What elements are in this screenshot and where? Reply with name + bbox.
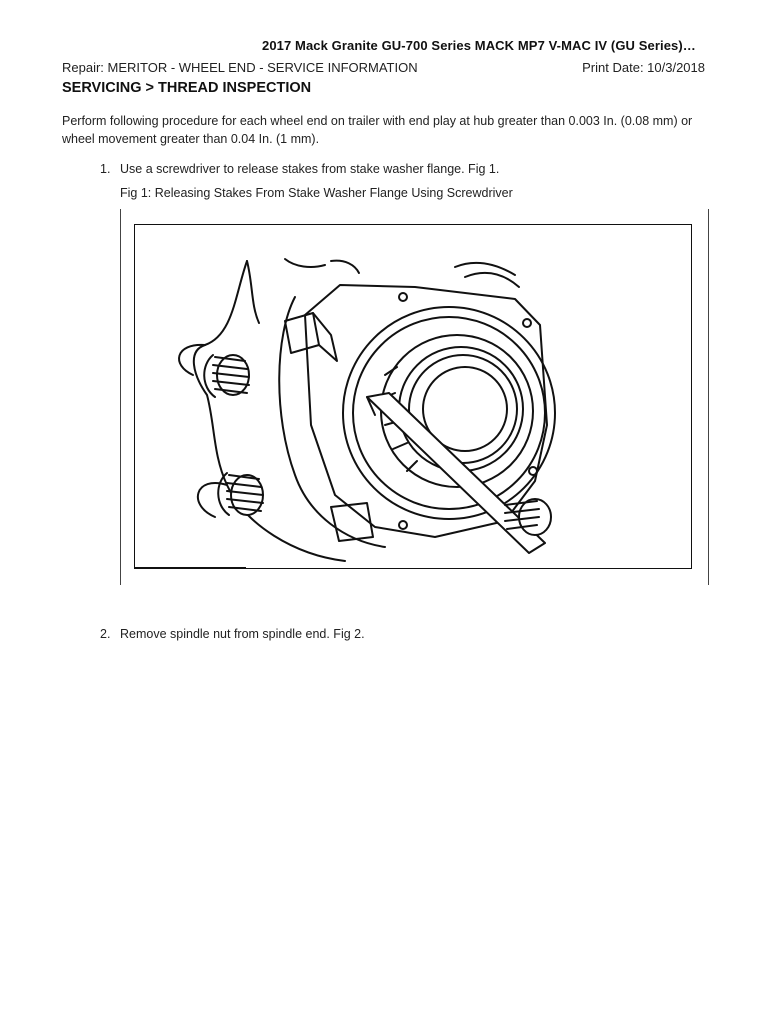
vehicle-title: 2017 Mack Granite GU-700 Series MACK MP7 V-MAC IV (GU Series)… (262, 38, 696, 53)
figure-underline (134, 567, 246, 569)
step-1 (100, 162, 499, 176)
wheel-hub-screwdriver-illustration (135, 225, 691, 568)
step-number: 1. (100, 162, 111, 176)
step-2 (100, 627, 365, 641)
repair-line: Repair: MERITOR - WHEEL END - SERVICE INFORMATION (62, 60, 418, 75)
print-date: Print Date: 10/3/2018 (582, 60, 705, 75)
section-heading: SERVICING > THREAD INSPECTION (62, 80, 312, 96)
intro-paragraph: Perform following procedure for each wheel end on trailer with end play at hub greater than 0.003 In. (0.08 mm) or wheel movement greater than 0.04 In. (1 mm). (62, 114, 693, 146)
figure-caption: Fig 1: Releasing Stakes From Stake Washer Flange Using Screwdriver (120, 186, 513, 200)
step-number: 2. (100, 627, 111, 641)
step-text: Use a screwdriver to release stakes from stake washer flange. Fig 1. (120, 162, 500, 176)
figure-frame (134, 224, 692, 569)
step-text: Remove spindle nut from spindle end. Fig 2. (120, 627, 365, 641)
